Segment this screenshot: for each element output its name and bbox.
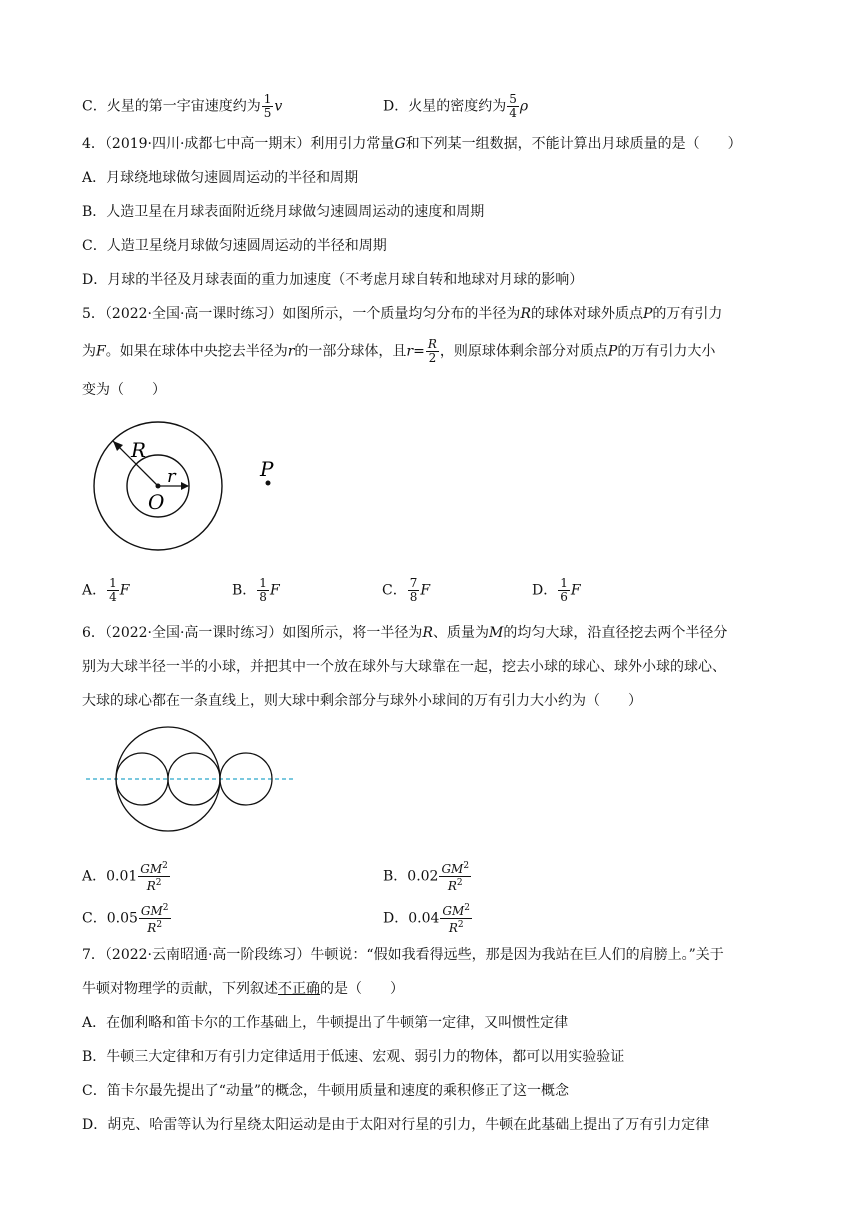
- numerator: R: [427, 337, 437, 351]
- numerator: 1: [263, 92, 272, 106]
- fraction: [107, 577, 119, 604]
- exponent: 2: [456, 878, 463, 888]
- center-point: [156, 484, 161, 489]
- stem-text: 、质量为: [432, 625, 489, 641]
- label-R: R: [131, 438, 147, 462]
- variable: P: [642, 306, 653, 322]
- stem-text: 的一部分球体，且: [294, 343, 407, 360]
- stem-text: 和下列某一组数据，不能计算出月球质量的是（ ）: [405, 136, 742, 152]
- numerator: GM: [140, 904, 163, 918]
- denominator: R: [147, 921, 157, 935]
- exponent: 2: [155, 878, 162, 888]
- coefficient: 0.04: [408, 910, 440, 927]
- variable: F: [96, 343, 106, 360]
- q7-stem-line1: 7．（2022·云南昭通·高一阶段练习）牛顿说：“假如我看得远些，那是因为我站在巨人们的肩膀上。”关于: [82, 947, 724, 963]
- variable: F: [119, 582, 130, 599]
- q5-stem-line1: [82, 304, 722, 324]
- q6-stem-line2: 别为大球半径一半的小球，并把其中一个放在球外与大球靠在一起，挖去小球的球心、球外小球的球心、: [82, 659, 726, 675]
- q7-option-b: B．牛顿三大定律和万有引力定律适用于低速、宏观、弱引力的物体，都可以用实验验证: [82, 1049, 625, 1065]
- variable: M: [488, 625, 504, 641]
- denominator: R: [448, 921, 458, 935]
- q5-option-c: [382, 577, 430, 604]
- stem-text: 的万有引力: [652, 306, 723, 322]
- q7-option-c: C．笛卡尔最先提出了“动量”的概念，牛顿用质量和速度的乘积修正了这一概念: [82, 1083, 570, 1099]
- exponent: 2: [464, 903, 471, 913]
- stem-text: 的万有引力大小: [617, 343, 716, 360]
- q7-option-a: A．在伽利略和笛卡尔的工作基础上，牛顿提出了牛顿第一定律，又叫惯性定律: [82, 1015, 569, 1031]
- q5-stem-line3: 变为（ ）: [82, 382, 166, 398]
- q4-stem: [82, 134, 742, 154]
- q6-stem-line1: [82, 623, 727, 643]
- fraction: [408, 577, 420, 604]
- stem-text: 牛顿对物理学的贡献，下列叙述: [82, 981, 278, 997]
- q3-option-c: [82, 93, 282, 120]
- fraction: [139, 902, 171, 935]
- variable: G: [394, 136, 406, 152]
- equals-sign: =: [413, 343, 425, 360]
- arrowhead: [181, 482, 189, 490]
- option-text: D．火星的密度约为: [383, 98, 507, 115]
- fraction: [440, 902, 472, 935]
- variable: R: [520, 306, 531, 322]
- option-letter: A．: [82, 582, 107, 599]
- q6-option-a: [82, 860, 171, 893]
- option-letter: B．: [232, 582, 257, 599]
- q5-stem-line2: [82, 338, 715, 365]
- denominator: 8: [259, 590, 267, 604]
- q7-option-d: D．胡克、哈雷等认为行星绕太阳运动是由于太阳对行星的引力，牛顿在此基础上提出了万有引力定律: [82, 1117, 710, 1133]
- stem-text: 为: [82, 343, 96, 360]
- numerator: 5: [509, 92, 517, 106]
- option-letter: B．: [383, 868, 408, 885]
- numerator: GM: [442, 904, 465, 918]
- underlined-emphasis: 不正确: [278, 981, 320, 997]
- q5-figure-concentric-spheres: [84, 416, 294, 566]
- q6-stem-line3: 大球的球心都在一条直线上，则大球中剩余部分与球外小球间的万有引力大小约为（ ）: [82, 693, 642, 709]
- label-r: r: [167, 466, 176, 487]
- fraction: [558, 577, 570, 604]
- q6-figure-spheres: [84, 724, 300, 836]
- q5-option-d: [532, 577, 581, 604]
- q3-option-d: [383, 93, 528, 120]
- numerator: 1: [259, 576, 267, 590]
- numerator: 1: [109, 576, 117, 590]
- denominator: 8: [409, 590, 418, 604]
- option-letter: C．: [382, 582, 407, 599]
- denominator: 5: [263, 106, 272, 120]
- q6-option-d: [383, 902, 473, 935]
- stem-text: 6．（2022·全国·高一课时练习）如图所示，将一半径为: [82, 625, 423, 641]
- label-O: O: [148, 490, 165, 514]
- coefficient: 0.02: [407, 868, 439, 885]
- numerator: 1: [560, 576, 568, 590]
- exponent: 2: [162, 903, 169, 913]
- denominator: 4: [509, 106, 517, 120]
- stem-text: 4．（2019·四川·成都七中高一期末）利用引力常量: [82, 136, 395, 152]
- denominator: 4: [109, 590, 117, 604]
- variable: P: [607, 343, 618, 360]
- option-letter: D．: [383, 910, 409, 927]
- fraction: [138, 860, 170, 893]
- exponent: 2: [162, 861, 168, 871]
- q4-option-c: C．人造卫星绕月球做匀速圆周运动的半径和周期: [82, 238, 387, 254]
- variable: r: [287, 343, 295, 360]
- coefficient: 0.01: [106, 868, 138, 885]
- q5-option-b: [232, 577, 280, 604]
- label-P: P: [260, 457, 274, 481]
- stem-text: 的球体对球外质点: [530, 306, 643, 322]
- stem-text: 5．（2022·全国·高一课时练习）如图所示，一个质量均匀分布的半径为: [82, 306, 521, 322]
- point-P: [266, 481, 271, 486]
- variable: v: [274, 98, 283, 115]
- exponent: 2: [457, 920, 464, 930]
- q5-option-a: [82, 577, 129, 604]
- stem-text: ，则原球体剩余部分对质点: [439, 343, 608, 360]
- denominator: R: [146, 879, 156, 893]
- option-letter: A．: [82, 868, 107, 885]
- q6-option-c: [82, 902, 172, 935]
- fraction: [507, 93, 519, 120]
- variable: F: [570, 582, 581, 599]
- exponent: 2: [156, 920, 163, 930]
- stem-text: 。如果在球体中央挖去半径为: [105, 343, 288, 360]
- q4-option-b: B．人造卫星在月球表面附近绕月球做匀速圆周运动的速度和周期: [82, 204, 485, 220]
- q4-option-a: A．月球绕地球做匀速圆周运动的半径和周期: [82, 170, 359, 186]
- variable: r: [406, 343, 414, 360]
- denominator: 6: [560, 590, 568, 604]
- q4-option-d: D．月球的半径及月球表面的重力加速度（不考虑月球自转和地球对月球的影响）: [82, 272, 584, 288]
- fraction: [262, 93, 274, 120]
- coefficient: 0.05: [106, 910, 138, 927]
- q7-stem-line2: [82, 979, 404, 999]
- numerator: GM: [140, 862, 163, 876]
- option-letter: D．: [532, 582, 558, 599]
- denominator: R: [447, 879, 457, 893]
- option-text: C．火星的第一宇宙速度约为: [82, 98, 261, 115]
- q6-option-b: [383, 860, 472, 893]
- numerator: GM: [441, 862, 464, 876]
- fraction: [426, 338, 439, 365]
- option-letter: C．: [82, 910, 107, 927]
- variable: R: [422, 625, 433, 641]
- fraction: [439, 860, 471, 893]
- stem-text: 的是（ ）: [320, 981, 404, 997]
- variable: F: [420, 582, 431, 599]
- variable: ρ: [519, 98, 529, 115]
- fraction: [257, 577, 269, 604]
- exponent: 2: [463, 861, 470, 871]
- numerator: 7: [409, 576, 418, 590]
- variable: F: [269, 582, 280, 599]
- stem-text: 的均匀大球，沿直径挖去两个半径分: [503, 625, 728, 641]
- denominator: 2: [428, 351, 437, 365]
